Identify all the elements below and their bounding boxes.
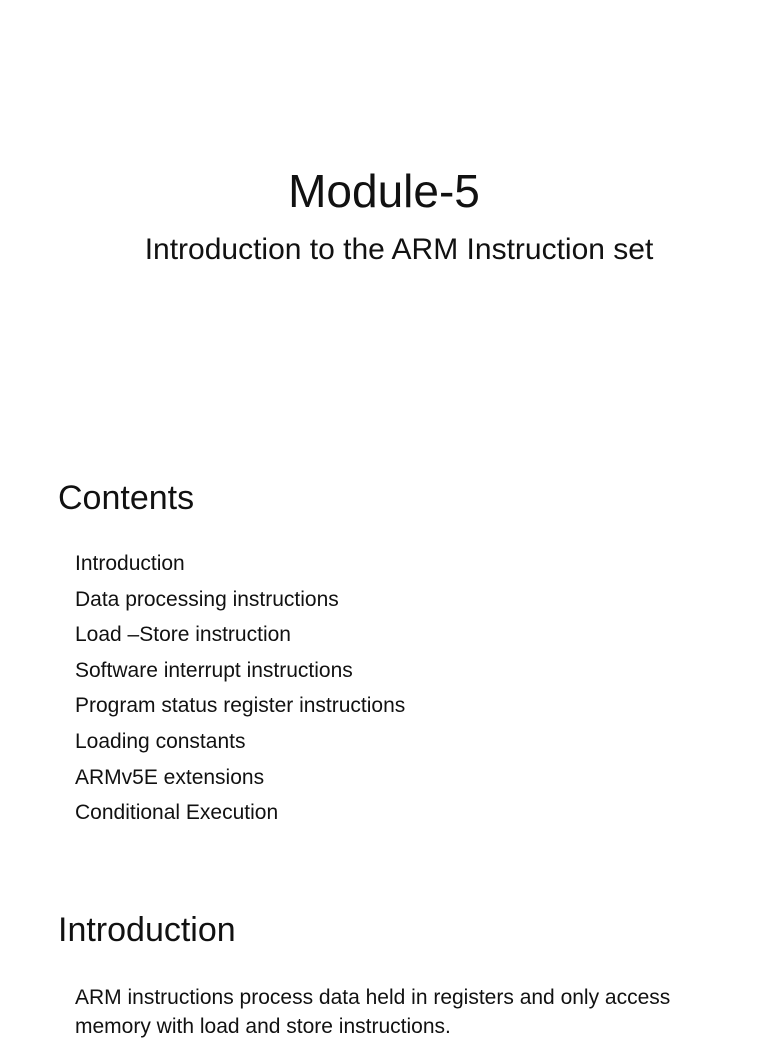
contents-item: Program status register instructions	[75, 694, 406, 718]
introduction-heading: Introduction	[58, 911, 236, 949]
contents-item: ARMv5E extensions	[75, 765, 265, 789]
module-subtitle: Introduction to the ARM Instruction set	[144, 233, 654, 266]
contents-list	[75, 546, 405, 831]
contents-heading: Contents	[58, 479, 195, 517]
contents-item: Software interrupt instructions	[75, 658, 353, 682]
contents-item: Data processing instructions	[75, 587, 339, 611]
contents-item: Introduction	[75, 552, 185, 575]
contents-item: Load –Store instruction	[75, 623, 291, 647]
contents-item: Conditional Execution	[75, 801, 279, 825]
module-title: Module-5	[288, 165, 480, 217]
introduction-body: ARM instructions process data held in registers and only access memory with load and store instructions.	[75, 986, 671, 1038]
contents-item: Loading constants	[75, 729, 246, 753]
